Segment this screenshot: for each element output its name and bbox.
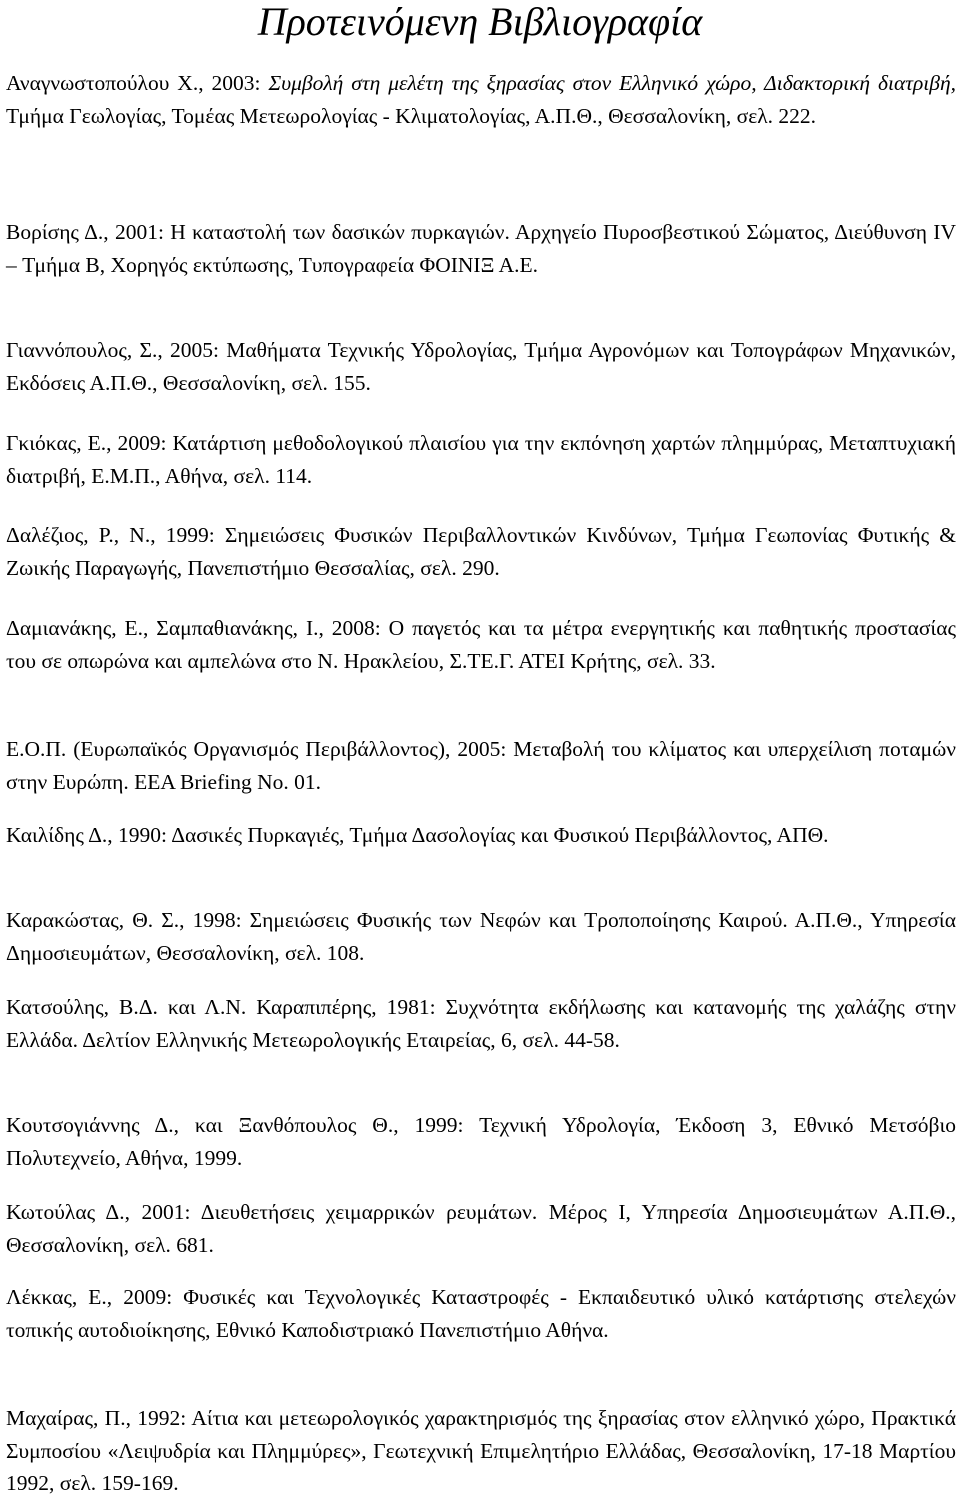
- reference-authors: Κουτσογιάννης Δ., και Ξανθόπουλος Θ., 1999:: [6, 1113, 464, 1137]
- reference-entry: [6, 427, 956, 492]
- reference-authors: Καιλίδης Δ., 1990:: [6, 823, 167, 847]
- reference-entry: [6, 1281, 956, 1346]
- reference-entry: [6, 1109, 956, 1174]
- reference-details: Τμήμα Γεωλογίας, Τομέας Μετεωρολογίας - Κλιματολογίας, Α.Π.Θ., Θεσσαλονίκη, σελ. 222.: [6, 103, 817, 128]
- reference-entry: [6, 67, 956, 132]
- reference-details: Δασικές Πυρκαγιές, Τμήμα Δασολογίας και Φυσικού Περιβάλλοντος, ΑΠΘ.: [171, 823, 829, 847]
- reference-details: Διευθετήσεις χειμαρρικών ρευμάτων. Μέρος Ι, Υπηρεσία Δημοσιευμάτων Α.Π.Θ., Θεσσαλονίκη, σελ. 681.: [6, 1200, 956, 1257]
- reference-entry: [6, 1196, 956, 1261]
- reference-entry: [6, 904, 956, 969]
- reference-details: Κατάρτιση μεθοδολογικού πλαισίου για την εκπόνηση χαρτών πλημμύρας, Μεταπτυχιακή διατριβή, Ε.Μ.Π., Αθήνα, σελ. 114.: [6, 431, 957, 488]
- reference-entry: [6, 216, 956, 281]
- page-title: Προτεινόμενη Βιβλιογραφία: [257, 0, 703, 44]
- reference-authors: Γιαννόπουλος, Σ., 2005:: [6, 338, 219, 362]
- reference-authors: Μαχαίρας, Π., 1992:: [6, 1406, 187, 1430]
- reference-details: Μεταβολή του κλίματος και υπερχείλιση ποταμών στην Ευρώπη. EEA Briefing No. 01.: [6, 737, 956, 794]
- reference-details: Συχνότητα εκδήλωσης και κατανομής της χαλάζης στην Ελλάδα. Δελτίον Ελληνικής Μετεωρολογικής Εταιρείας, 6, σελ. 44-58.: [6, 995, 957, 1052]
- reference-authors: Κατσούλης, Β.Δ. και Λ.Ν. Καραπιπέρης, 1981:: [6, 995, 436, 1019]
- reference-authors: Δαλέζιος, Ρ., Ν., 1999:: [6, 523, 215, 547]
- reference-authors: Γκιόκας, Ε., 2009:: [6, 431, 167, 455]
- reference-entry: [6, 519, 956, 584]
- reference-details: Τεχνική Υδρολογία, Έκδοση 3, Εθνικό Μετσόβιο Πολυτεχνείο, Αθήνα, 1999.: [6, 1113, 956, 1170]
- reference-details: Φυσικές και Τεχνολογικές Καταστροφές - Εκπαιδευτικό υλικό κατάρτισης στελεχών τοπικής αυτοδιοίκησης, Εθνικό Καποδιστριακό Πανεπιστήμιο Αθήνα.: [6, 1285, 956, 1342]
- reference-authors: Βορίσης Δ., 2001:: [6, 220, 164, 244]
- reference-details: Ο παγετός και τα μέτρα ενεργητικής και παθητικής προστασίας του σε οπωρώνα και αμπελώνα στο Ν. Ηρακλείου, Σ.ΤΕ.Γ. ΑΤΕΙ Κρήτης, σελ. 33.: [6, 616, 956, 673]
- reference-entry: [6, 1402, 956, 1500]
- reference-authors: Ε.Ο.Π. (Ευρωπαϊκός Οργανισμός Περιβάλλοντος), 2005:: [6, 737, 507, 761]
- reference-authors: Δαμιανάκης, Ε., Σαμπαθιανάκης, Ι., 2008:: [6, 616, 381, 640]
- reference-title: Συμβολή στη μελέτη της ξηρασίας στον Ελληνικό χώρο, Διδακτορική διατριβή,: [268, 71, 956, 95]
- reference-authors: Κωτούλας Δ., 2001:: [6, 1200, 191, 1224]
- reference-authors: Λέκκας, Ε., 2009:: [6, 1285, 173, 1309]
- reference-entry: [6, 334, 956, 399]
- reference-details: Σημειώσεις Φυσικών Περιβαλλοντικών Κινδύνων, Τμήμα Γεωπονίας Φυτικής & Ζωικής Παραγωγής, Πανεπιστήμιο Θεσσαλίας, σελ. 290.: [6, 523, 956, 580]
- reference-entry: [6, 733, 956, 798]
- reference-details: Η καταστολή των δασικών πυρκαγιών. Αρχηγείο Πυροσβεστικού Σώματος, Διεύθυνση IV – Τμήμα Β, Χορηγός εκτύπωσης, Τυπογραφεία ΦΟΙΝΙΞ Α.Ε.: [6, 220, 956, 277]
- reference-entry: [6, 819, 956, 852]
- reference-entry: [6, 991, 956, 1056]
- reference-authors: Καρακώστας, Θ. Σ., 1998:: [6, 908, 242, 932]
- reference-details: Αίτια και μετεωρολογικός χαρακτηρισμός της ξηρασίας στον ελληνικό χώρο, Πρακτικά Συμποσίου «Λειψυδρία και Πλημμύρες», Γεωτεχνική Επιμελητήριο Ελλάδας, Θεσσαλονίκη, 17-18 Μαρτίου 1992, σελ. 159-169.: [6, 1406, 956, 1495]
- reference-entry: [6, 612, 956, 677]
- reference-details: Μαθήματα Τεχνικής Υδρολογίας, Τμήμα Αγρονόμων και Τοπογράφων Μηχανικών, Εκδόσεις Α.Π.Θ., Θεσσαλονίκη, σελ. 155.: [6, 338, 957, 395]
- reference-authors: Αναγνωστοπούλου Χ., 2003:: [6, 71, 261, 95]
- reference-details: Σημειώσεις Φυσικής των Νεφών και Τροποποίησης Καιρού. Α.Π.Θ., Υπηρεσία Δημοσιευμάτων, Θεσσαλονίκη, σελ. 108.: [6, 908, 956, 965]
